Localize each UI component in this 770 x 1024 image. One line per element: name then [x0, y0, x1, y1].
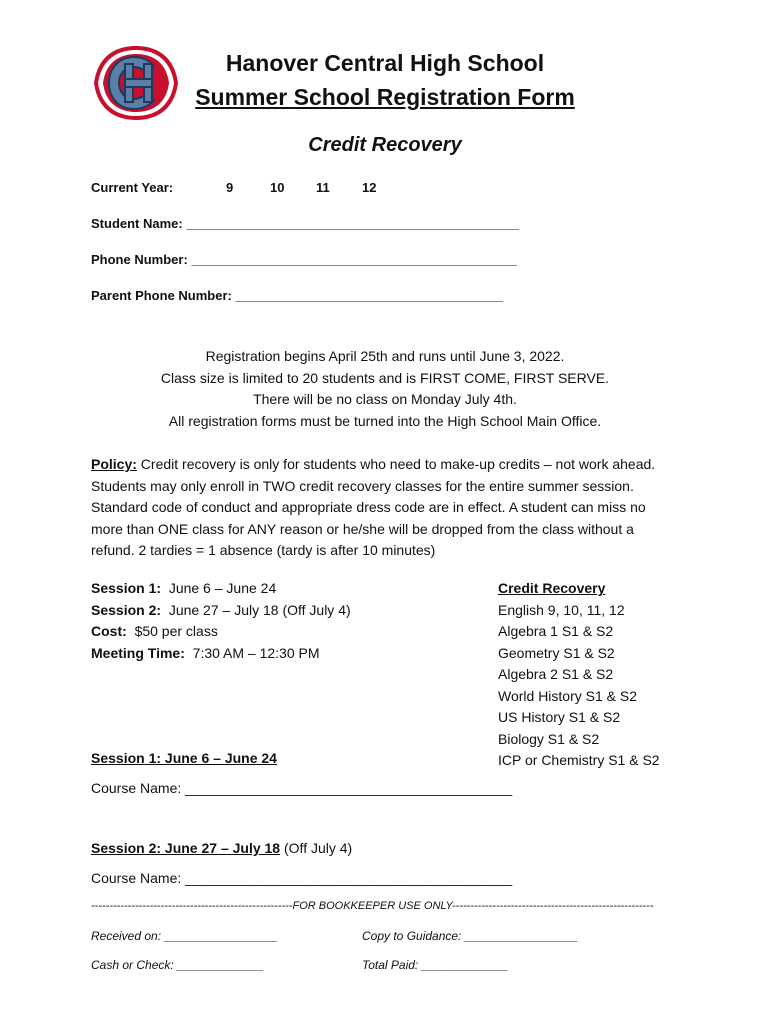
- session2-info: [91, 600, 351, 622]
- copy-to-guidance-field[interactable]: Copy to Guidance: _________________: [362, 929, 579, 943]
- cash-or-check-field[interactable]: Cash or Check: _____________: [91, 958, 264, 972]
- session1-course-name-field[interactable]: Course Name: __________________________________________: [91, 780, 513, 796]
- course-list: [498, 578, 660, 772]
- session2-label: Session 2:: [91, 601, 162, 618]
- session1-info: [91, 578, 351, 600]
- meeting-value: 7:30 AM – 12:30 PM: [192, 644, 320, 661]
- list-item: ICP or Chemistry S1 & S2: [498, 752, 660, 768]
- cost-label: Cost:: [91, 623, 127, 639]
- year-option-9[interactable]: 9: [226, 180, 234, 195]
- session1-heading: Session 1: June 6 – June 24: [91, 750, 277, 766]
- current-year-label: Current Year:: [91, 180, 174, 195]
- list-item: US History S1 & S2: [498, 709, 621, 725]
- list-item: Geometry S1 & S2: [498, 644, 615, 661]
- list-item: World History S1 & S2: [498, 687, 638, 704]
- phone-number-field[interactable]: Phone Number: _____________________________________________: [91, 252, 517, 267]
- notice-line: Class size is limited to 20 students and is FIRST COME, FIRST SERVE.: [160, 369, 610, 386]
- cost-info: [91, 621, 351, 643]
- policy-paragraph: [91, 454, 681, 562]
- meeting-time-info: [91, 643, 351, 665]
- policy-label: Policy:: [91, 456, 137, 472]
- session1-value: June 6 – June 24: [168, 580, 277, 596]
- registration-notice: [0, 346, 770, 432]
- session2-note: (Off July 4): [280, 840, 353, 856]
- year-option-11[interactable]: 11: [316, 180, 330, 195]
- year-option-10[interactable]: 10: [270, 180, 285, 195]
- notice-line: All registration forms must be turned into the High School Main Office.: [168, 412, 602, 429]
- form-subtitle: Credit Recovery: [308, 134, 462, 156]
- form-title: Summer School Registration Form: [195, 84, 575, 110]
- meeting-label: Meeting Time:: [91, 644, 185, 661]
- cost-value: $50 per class: [134, 623, 218, 639]
- list-item: English 9, 10, 11, 12: [498, 601, 625, 618]
- notice-line: There will be no class on Monday July 4th.: [253, 391, 517, 407]
- session2-heading-row: [91, 840, 352, 856]
- received-on-field[interactable]: Received on: _________________: [91, 929, 278, 943]
- year-option-12[interactable]: 12: [362, 180, 377, 195]
- list-item: Biology S1 & S2: [498, 730, 600, 747]
- list-item: Algebra 1 S1 & S2: [498, 623, 614, 639]
- parent-phone-field[interactable]: Parent Phone Number: _____________________________________: [91, 288, 503, 303]
- list-item: Algebra 2 S1 & S2: [498, 666, 614, 682]
- session1-label: Session 1:: [91, 580, 162, 596]
- policy-text: Credit recovery is only for students who need to make-up credits – not work ahead. Students may only enroll in TWO credit recovery classes for the entire summer session. Standard code of conduct and appropriate dress code are in effect. A student can miss no more than ONE class for ANY reason or he/she will be dropped from the class without a refund. 2 tardies = 1 absence (tardy is after 10 minutes): [91, 456, 656, 558]
- session2-heading: Session 2: June 27 – July 18: [91, 840, 281, 856]
- bookkeeper-divider: -------------------------------------------------------FOR BOOKKEEPER USE ONLY-------------------------------------------------------: [91, 900, 654, 912]
- notice-line: Registration begins April 25th and runs until June 3, 2022.: [205, 348, 565, 364]
- session-info: [91, 578, 351, 664]
- course-list-heading: Credit Recovery: [498, 580, 606, 596]
- total-paid-field[interactable]: Total Paid: _____________: [362, 958, 509, 972]
- session2-course-name-field[interactable]: Course Name: __________________________________________: [91, 870, 513, 886]
- school-name: Hanover Central High School: [225, 50, 545, 76]
- session2-value: June 27 – July 18 (Off July 4): [168, 601, 351, 618]
- student-name-field[interactable]: Student Name: ______________________________________________: [91, 216, 519, 231]
